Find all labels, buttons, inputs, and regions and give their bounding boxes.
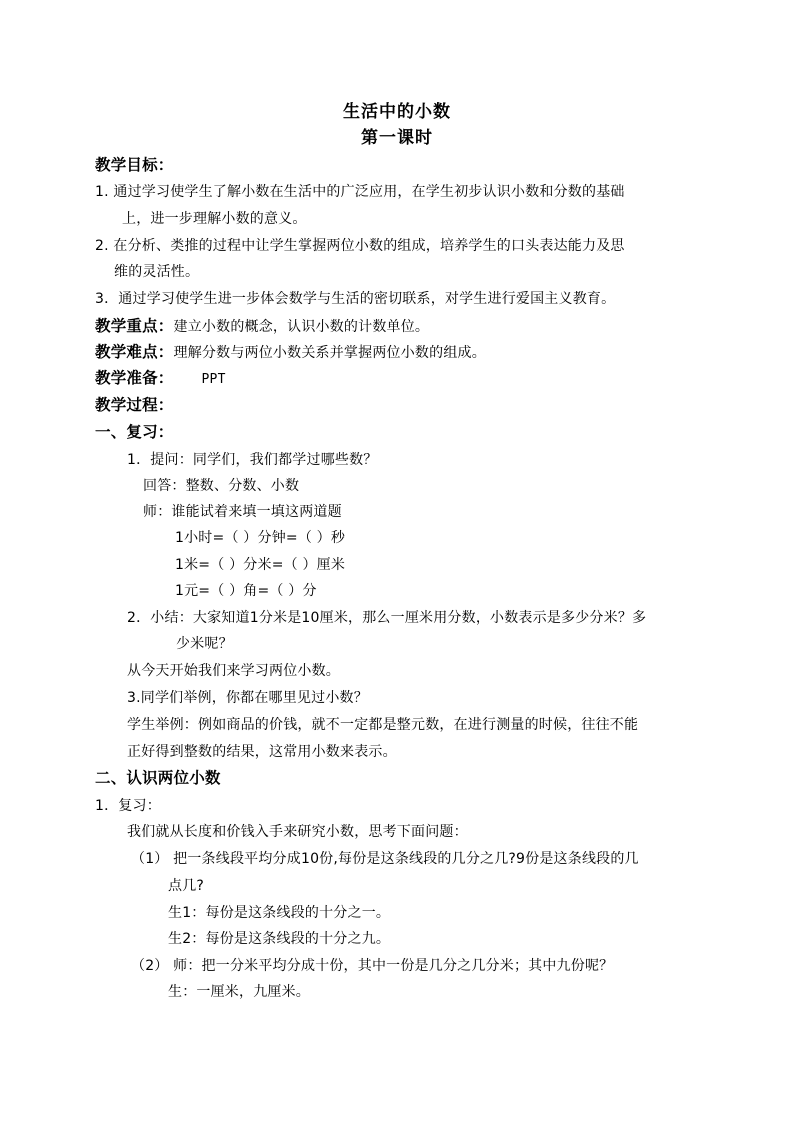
section-2-intro: 我们就从长度和价钱入手来研究小数，思考下面问题： — [127, 824, 468, 840]
review-question-1: 1．提问：同学们，我们都学过哪些数？ — [127, 452, 378, 468]
fill-blank-3: 1元=（ ）角=（ ）分 — [175, 583, 317, 599]
process-heading: 教学过程： — [95, 396, 174, 414]
preparation-label: 教学准备： — [95, 369, 174, 387]
objective-2-line-2: 维的灵活性。 — [114, 264, 200, 280]
summary-line-1: 2．小结：大家知道1分米是10厘米，那么一厘米用分数，小数表示是多少分米？多 — [127, 610, 647, 626]
student-1-answer: 生1：每份是这条线段的十分之一。 — [168, 905, 391, 921]
summary-line-2: 少米呢？ — [176, 636, 233, 652]
today-intro: 从今天开始我们来学习两位小数。 — [127, 663, 340, 679]
student-3-answer: 生：一厘米，九厘米。 — [168, 984, 310, 1000]
key-points-row — [95, 316, 429, 337]
review-teacher-prompt: 师：谁能试着来填一填这两道题 — [143, 504, 342, 520]
preparation-row — [95, 368, 226, 390]
document-title: 生活中的小数 — [343, 102, 451, 122]
key-points-text: 建立小数的概念，认识小数的计数单位。 — [173, 319, 430, 335]
objectives-heading: 教学目标： — [95, 156, 174, 174]
fill-blank-2: 1米=（ ）分米=（ ）厘米 — [175, 557, 346, 573]
difficulty-row — [95, 342, 486, 363]
problem-1-line-2: 点几? — [168, 878, 205, 894]
review-answer: 回答：整数、分数、小数 — [143, 478, 300, 494]
objective-1-line-2: 上，进一步理解小数的意义。 — [122, 211, 307, 227]
preparation-text: PPT — [201, 372, 226, 387]
objective-2-line-1: 2. 在分析、类推的过程中让学生掌握两位小数的组成，培养学生的口头表达能力及思 — [95, 238, 625, 254]
key-points-label: 教学重点： — [95, 317, 174, 335]
fill-blank-1: 1小时=（ ）分钟=（ ）秒 — [175, 530, 346, 546]
student-example-line-2: 正好得到整数的结果，这常用小数来表示。 — [127, 744, 397, 760]
section-1-heading: 一、复习： — [95, 423, 174, 441]
student-example-line-1: 学生举例：例如商品的价钱，就不一定都是整元数，在进行测量的时候，往往不能 — [127, 717, 639, 733]
objective-3: 3．通过学习使学生进一步体会数学与生活的密切联系，对学生进行爱国主义教育。 — [95, 291, 616, 307]
student-2-answer: 生2：每份是这条线段的十分之九。 — [168, 931, 391, 947]
difficulty-text: 理解分数与两位小数关系并掌握两位小数的组成。 — [173, 345, 486, 361]
objective-1-line-1: 1. 通过学习使学生了解小数在生活中的广泛应用，在学生初步认识小数和分数的基础 — [95, 184, 625, 200]
section-2-heading: 二、认识两位小数 — [95, 769, 221, 787]
problem-1-line-1: （1） 把一条线段平均分成10份,每份是这条线段的几分之几?9份是这条线段的几 — [131, 851, 639, 867]
difficulty-label: 教学难点： — [95, 343, 174, 361]
section-2-review: 1．复习： — [95, 798, 161, 814]
review-question-3: 3.同学们举例，你都在哪里见过小数？ — [127, 690, 368, 706]
document-subtitle: 第一课时 — [361, 128, 433, 148]
problem-2: （2） 师：把一分米平均分成十份，其中一份是几分之几分米；其中九份呢？ — [131, 958, 614, 974]
